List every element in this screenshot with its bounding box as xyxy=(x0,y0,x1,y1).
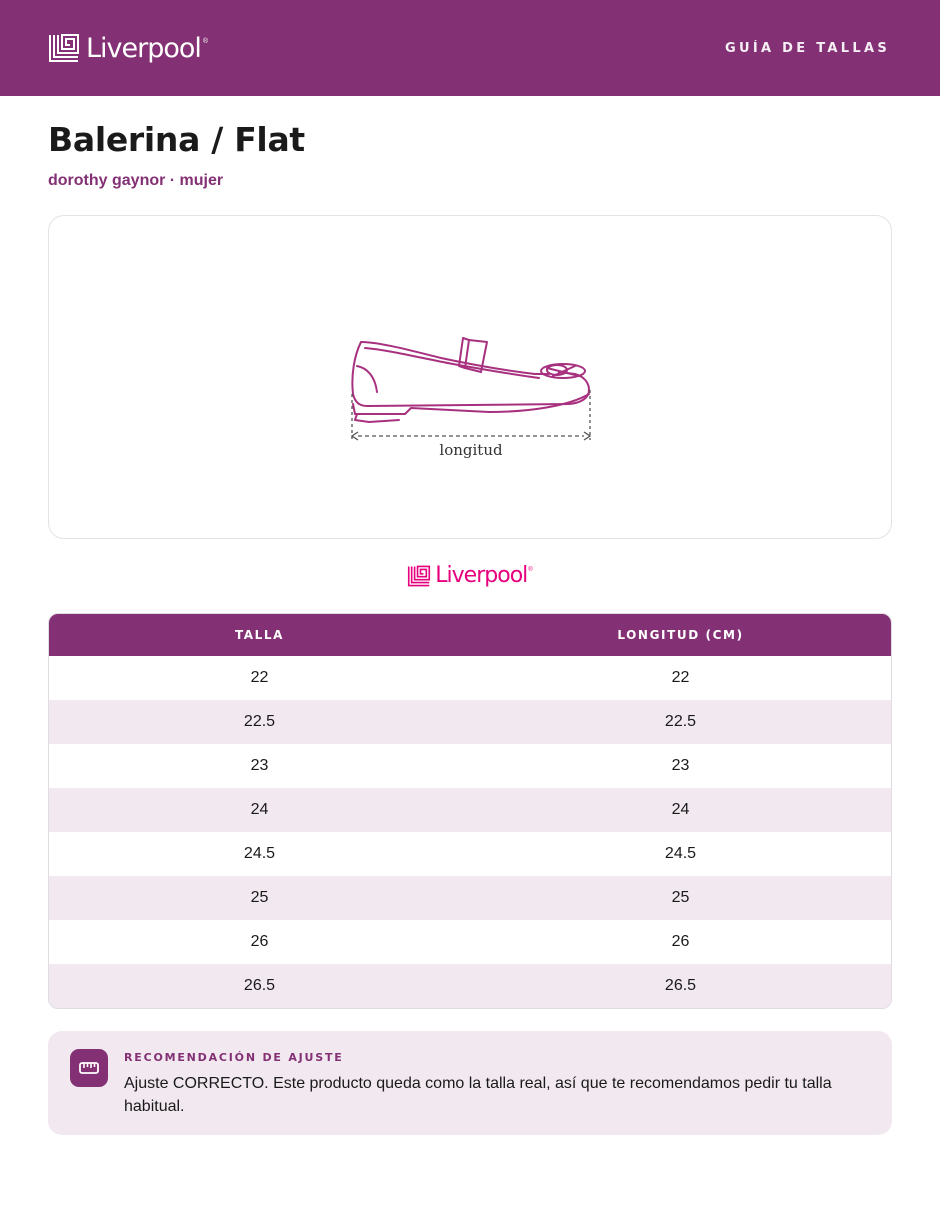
table-row xyxy=(49,656,891,700)
liverpool-pink-logo-icon xyxy=(407,565,431,587)
liverpool-logo-icon xyxy=(48,33,80,63)
table-row xyxy=(49,876,891,920)
cell-longitud: 22 xyxy=(671,669,690,686)
measurement-illustration-card xyxy=(48,215,892,539)
brand-logo-text: Liverpool xyxy=(435,563,528,588)
table-row xyxy=(49,920,891,964)
cell-talla: 26 xyxy=(250,933,269,950)
ballerina-shoe-illustration xyxy=(49,216,893,540)
table-row xyxy=(49,744,891,788)
table-row xyxy=(49,700,891,744)
liverpool-logo[interactable] xyxy=(48,33,208,63)
logo-text: Liverpool xyxy=(86,32,201,64)
recommendation-text: Ajuste CORRECTO. Este producto queda como la talla real, así que te recomendamos pedir tu talla habitual. xyxy=(124,1075,832,1115)
cell-longitud: 22.5 xyxy=(664,713,697,730)
top-header xyxy=(0,0,940,96)
table-row xyxy=(49,788,891,832)
table-header-row xyxy=(49,614,891,656)
ruler-icon xyxy=(70,1049,108,1087)
size-table xyxy=(48,613,892,1009)
cell-longitud: 25 xyxy=(671,889,690,906)
cell-talla: 25 xyxy=(250,889,269,906)
brand-logo-center xyxy=(0,560,940,592)
table-row xyxy=(49,964,891,1008)
cell-longitud: 26.5 xyxy=(664,977,697,994)
recommendation-title: RECOMENDACIÓN DE AJUSTE xyxy=(124,1051,344,1064)
measure-label: longitud xyxy=(439,441,503,459)
fit-recommendation-box xyxy=(48,1031,892,1135)
column-header-longitud: LONGITUD (CM) xyxy=(617,628,744,642)
table-row xyxy=(49,832,891,876)
cell-longitud: 23 xyxy=(671,757,690,774)
cell-talla: 22.5 xyxy=(243,713,276,730)
cell-longitud: 24 xyxy=(671,801,690,818)
cell-longitud: 24.5 xyxy=(664,845,697,862)
cell-talla: 22 xyxy=(250,669,269,686)
brand-registered-mark: ® xyxy=(528,567,533,573)
cell-talla: 24.5 xyxy=(243,845,276,862)
column-header-talla: TALLA xyxy=(234,628,285,642)
product-title: Balerina / Flat xyxy=(48,120,305,159)
product-subtitle: dorothy gaynor · mujer xyxy=(48,172,224,189)
registered-mark: ® xyxy=(202,37,209,45)
cell-talla: 24 xyxy=(250,801,269,818)
cell-talla: 26.5 xyxy=(243,977,276,994)
cell-longitud: 26 xyxy=(671,933,690,950)
cell-talla: 23 xyxy=(250,757,269,774)
size-guide-link[interactable]: GUÍA DE TALLAS xyxy=(725,40,890,56)
